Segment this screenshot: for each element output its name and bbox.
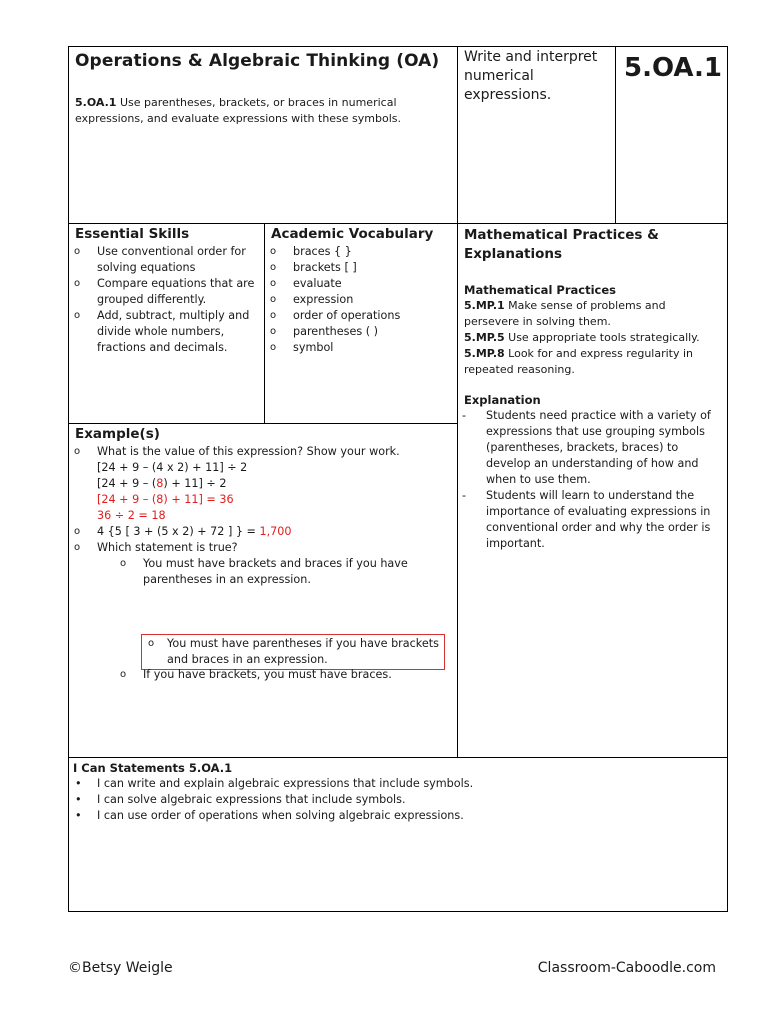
practice-text: Use appropriate tools strategically.: [504, 331, 700, 344]
answer-option-correct: o You must have parentheses if you have brackets and braces in an expression.: [143, 636, 443, 668]
question-text: o What is the value of this expression? Show your work.: [97, 445, 400, 458]
domain-title: Operations & Algebraic Thinking (OA): [75, 51, 440, 71]
author-credit: ©Betsy Weigle: [68, 960, 173, 976]
correct-answer-box: [143, 636, 443, 668]
list-item: o Add, subtract, multiply and divide whole numbers, fractions and decimals.: [69, 308, 259, 356]
expression-text: 4 {5 [ 3 + (5 x 2) + 72 ] } =: [97, 525, 260, 538]
i-can-cell: [69, 757, 727, 911]
practice-text: Make sense of problems and persevere in solving them.: [464, 299, 666, 328]
essential-skills-cell: [69, 223, 264, 423]
vocabulary-title: Academic Vocabulary: [271, 226, 434, 242]
work-part: ) + 11] ÷ 2: [163, 477, 227, 490]
answer-text: 1,700: [259, 525, 292, 538]
practices-subtitle: Mathematical Practices: [464, 283, 616, 297]
practices-title: Mathematical Practices & Explanations: [464, 227, 659, 262]
work-part: 8: [156, 477, 164, 490]
standard-code: 5.OA.1: [624, 53, 722, 83]
list-item: • I can use order of operations when solving algebraic expressions.: [69, 808, 719, 824]
list-item: - Students need practice with a variety of expressions that use grouping symbols (parentheses, brackets, braces) to develop an understanding of how and when to use them.: [458, 408, 720, 488]
practice-code: 5.MP.8: [464, 347, 505, 360]
practice-item: [464, 298, 722, 330]
standard-text-cell: [69, 93, 457, 223]
site-link[interactable]: Classroom-Caboodle.com: [537, 960, 716, 976]
standard-text: [75, 95, 435, 127]
work-part: [24 + 9 – (: [97, 477, 157, 490]
list-item: o Use conventional order for solving equations: [69, 244, 259, 276]
vocabulary-cell: [264, 223, 457, 423]
answer-list: [143, 636, 443, 668]
standard-description: Use parentheses, brackets, or braces in numerical expressions, and evaluate expressions with these symbols.: [75, 96, 402, 125]
cluster-text: Write and interpret numerical expressions.: [464, 49, 598, 103]
list-item: o evaluate: [265, 276, 455, 292]
practice-item: [464, 346, 722, 378]
examples-title: Example(s): [75, 426, 160, 442]
work-line: [24 + 9 – (4 x 2) + 11] ÷ 2: [97, 461, 248, 474]
list-item: o order of operations: [265, 308, 455, 324]
examples-cell: [69, 423, 457, 757]
answer-list-rest: [69, 667, 457, 683]
essential-skills-title: Essential Skills: [75, 226, 190, 242]
essential-skills-list: [69, 244, 259, 356]
standard-code-inline: 5.OA.1: [75, 96, 117, 109]
example-question: o Which statement is true?: [69, 540, 457, 556]
i-can-title: I Can Statements 5.OA.1: [73, 761, 233, 775]
vocabulary-list: [265, 244, 455, 356]
practice-item: [464, 330, 722, 346]
practice-text: Look for and express regularity in repeated reasoning.: [464, 347, 694, 376]
list-item: o brackets [ ]: [265, 260, 455, 276]
list-item: - Students will learn to understand the importance of evaluating expressions in conventional order and why the order is important.: [458, 488, 720, 552]
list-item: o braces { }: [265, 244, 455, 260]
practice-code: 5.MP.5: [464, 331, 505, 344]
practices-block: [464, 282, 722, 552]
list-item: o expression: [265, 292, 455, 308]
domain-title-cell: [69, 47, 457, 93]
answer-option: o You must have brackets and braces if you have parentheses in an expression.: [69, 556, 457, 588]
explanation-list: [458, 408, 720, 552]
cluster-cell: [457, 47, 615, 223]
practice-code: 5.MP.1: [464, 299, 505, 312]
list-item: o Compare equations that are grouped differently.: [69, 276, 259, 308]
work-line: [97, 476, 457, 492]
list-item: • I can write and explain algebraic expressions that include symbols.: [69, 776, 719, 792]
example-question: [69, 524, 457, 540]
examples-list: [69, 444, 457, 588]
example-question: [69, 444, 457, 524]
standard-code-cell: [615, 47, 727, 223]
practices-cell: [457, 223, 727, 757]
work-line: [24 + 9 – (8) + 11] = 36: [97, 493, 234, 506]
work-line: 36 ÷ 2 = 18: [97, 509, 166, 522]
explanation-title: Explanation: [464, 393, 541, 407]
answer-option: o If you have brackets, you must have braces.: [69, 667, 457, 683]
list-item: o symbol: [265, 340, 455, 356]
i-can-list: [69, 776, 719, 824]
standard-sheet: [68, 46, 728, 912]
list-item: o parentheses ( ): [265, 324, 455, 340]
list-item: • I can solve algebraic expressions that include symbols.: [69, 792, 719, 808]
